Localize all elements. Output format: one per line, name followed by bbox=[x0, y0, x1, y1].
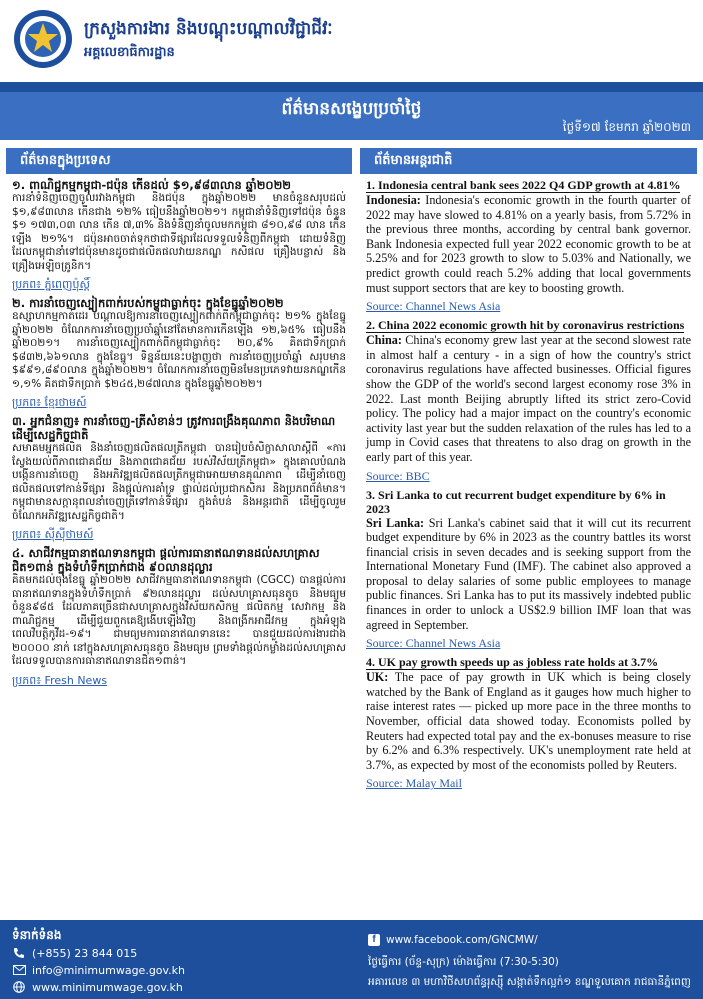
news-item bbox=[360, 318, 697, 483]
email-icon bbox=[12, 963, 26, 977]
phone-number[interactable]: (+855) 23 844 015 bbox=[32, 946, 138, 960]
news-country: China: bbox=[366, 333, 402, 348]
footer bbox=[0, 920, 703, 999]
news-text: Indonesia's economic growth in the fourth quarter of 2022 may have slowed to 4.81% on a yearly basis, from 5.72% in the previous three months, according by central bank governor. Bank Indonesia expected full year 2022 economic growth to be at 5.25% and for 2023 growth to slow to 5.03% and Nationally, we predict growth could reach 5.2% adding that local governments must support sectors that are key to boosting growth. bbox=[366, 193, 691, 295]
news-source-link[interactable]: ប្រភព៖ ភ្នំពេញប៉ុស្តិ៍ bbox=[12, 278, 90, 291]
news-source-link[interactable]: ប្រភព៖ ខ្មែរថាមស៍ bbox=[12, 396, 87, 409]
org-name: ក្រសួងការងារ និងបណ្តុះបណ្តាលវិជ្ជាជីវៈ bbox=[84, 19, 333, 39]
news-text: Sri Lanka's cabinet said that it will cut its recurrent budget expenditure by 6% in 2023 as the country battles its worst financial crisis in seven decades and is seeking support from the International Monetary Fund (IMF). The cabinet also approved a proposal to delay salaries of some public employees to manage public finances. Sri Lanka has to put its massively indebted public finances in order to unlock a US$2.9 billion IMF loan that was agreed in September. bbox=[366, 515, 691, 632]
contact-website bbox=[12, 980, 183, 994]
email-address[interactable]: info@minimumwage.gov.kh bbox=[32, 963, 186, 977]
contact-heading: ទំនាក់ទំនង bbox=[12, 928, 62, 942]
news-body bbox=[366, 333, 691, 464]
news-body bbox=[366, 670, 691, 772]
news-country: UK: bbox=[366, 670, 389, 685]
news-title: 2. China 2022 economic growth hit by coronavirus restrictions bbox=[366, 318, 685, 333]
news-body: គិតមកដល់ចុងខែធ្នូ ឆ្នាំ២០២២ សាជីវកម្មធានាឥណទានកម្ពុជា (CGCC) បានផ្តល់ការធានាឥណទានក្នុងទំហំទឹកប្រាក់ ៩២លានដុល្លារ ដល់សហគ្រាសធុនតូច និងមធ្យម ចំនួន៩៨៥ ដែលភាគច្រើនជាសហគ្រាសក្នុងវិស័យកសិកម្ម ផលិតកម្ម សេវាកម្ម និងពាណិជ្ជកម្ម ដើម្បីជួយពួកគេឱ្យងើបឡើងវិញ និងពង្រីកអាជីវកម្ម ក្នុងអំឡុងពេលវិបត្តិកូវីដ-១៩។ ជាមធ្យមការធានាឥណទាននេះ បានជួយដល់ការងារជាង ២០០០០ នាក់ នៅក្នុងសហគ្រាសធុនតូច និងមធ្យម ព្រមទាំងផ្ដល់កម្លាំងដល់សហគ្រាសដែលទទួលបានការធានាឥណទានជិត១ពាន់។ bbox=[12, 574, 346, 667]
ministry-logo-icon bbox=[12, 8, 74, 70]
news-country: Indonesia: bbox=[366, 193, 421, 207]
news-item bbox=[6, 546, 352, 688]
org-subtitle: អគ្គលេខាធិការដ្ឋាន bbox=[84, 45, 175, 60]
title-band bbox=[0, 92, 703, 140]
news-title: 3. Sri Lanka to cut recurrent budget expenditure by 6% in 2023 bbox=[366, 487, 666, 516]
working-hours-text: ថ្ងៃធ្វើការ (ច័ន្ទ-សុក្រ) ម៉ោងធ្វើការ (7:30-5:30) bbox=[368, 956, 559, 968]
news-item bbox=[360, 655, 697, 791]
news-item bbox=[360, 488, 697, 652]
header-divider bbox=[0, 82, 703, 92]
news-title: ៣. អ្នកជំនាញ៖ ការនាំចេញ-ត្រីសំខាន់ៗ ត្រូវការពង្រឹងគុណភាព និងបរិមាណដើម្បីសេដ្ឋកិច្ចជាតិ bbox=[12, 414, 336, 442]
news-title: 1. Indonesia central bank sees 2022 Q4 GDP growth at 4.81% bbox=[366, 178, 681, 192]
phone-icon bbox=[12, 946, 26, 960]
news-title: ១. ពាណិជ្ជកម្មកម្ពុជា-ជប៉ុន កើនដល់ $១,៩៨៣លាន ឆ្នាំ២០២២ bbox=[12, 178, 291, 192]
international-news-column bbox=[360, 148, 697, 918]
bulletin-date: ថ្ងៃទី១៧ ខែមករា ឆ្នាំ២០២៣ bbox=[562, 120, 691, 134]
news-body bbox=[366, 193, 691, 295]
domestic-news-heading: ព័ត៌មានក្នុងប្រទេស bbox=[6, 148, 352, 174]
contact-email bbox=[12, 963, 185, 977]
news-source-link[interactable]: ប្រភព៖ Fresh News bbox=[12, 673, 108, 687]
news-title: ៤. សាជីវកម្មធានាឥណទានកម្ពុជា ផ្តល់ការធានាឥណទានដល់សហគ្រាសជិត១ពាន់ ក្នុងទំហំទឹកប្រាក់ជាង ៩០លានដុល្លារ bbox=[12, 546, 320, 574]
domestic-news-column bbox=[6, 148, 352, 918]
news-body: ឧស្សាហកម្មកាត់ដេរ បណ្ដាលឱ្យការនាំចេញស្បៀកពាក់ពីកម្ពុជាធ្លាក់ចុះ ២១% ក្នុងខែធ្នូឆ្នាំ២០២២ ចំណែកការនាំចេញប្រចាំឆ្នាំនៅតែមានការកើនឡើង ១២,៦៥% ធៀបនឹងឆ្នាំ២០២១។ ការនាំចេញស្បៀកពាក់ពីកម្ពុជាធ្លាក់ចុះ ២០,៩% គិតជាទឹកប្រាក់ $៨៣២,៦៦១លាន ក្នុងខែធ្នូ។ ទិន្នន័យនេះបង្ហាញថា ការនាំចេញប្រចាំឆ្នាំ សរុបមាន $៩៩១,៨៩០លាន ក្នុងឆ្នាំ២០២២។ ចំណែកការនាំចេញមិនមែនប្រភេទវាយនភណ្ឌកើន ១,១% គិតជាទឹកប្រាក់ $២៤៥,២៨៧លាន ក្នុងខែធ្នូឆ្នាំ២០២២។ bbox=[12, 310, 346, 390]
facebook-link[interactable]: www.facebook.com/GNCMW/ bbox=[386, 934, 538, 946]
news-source-link[interactable]: Source: Malay Mail bbox=[366, 776, 462, 791]
website-link[interactable]: www.minimumwage.gov.kh bbox=[32, 980, 183, 994]
news-body bbox=[366, 516, 691, 633]
news-item bbox=[6, 414, 352, 542]
news-text: China's economy grew last year at the second slowest rate in almost half a century - in a sign of how the country's strict coronavirus regulations have affected businesses. Official figures show the GDP of the world's second largest economy rose 3% in 2022. Last month Beijing abruptly lifted its strict zero-Covid policy. The policy had a major impact on the country's economic activity last year but the sudden relaxation of the rules has led to a jump in Covid cases that threatens to also drag on growth in the early part of this year. bbox=[366, 333, 691, 464]
news-source-link[interactable]: Source: BBC bbox=[366, 468, 430, 483]
news-text: The pace of pay growth in UK which is being closely watched by the Bank of England as it gauges how much higher to raise interest rates — picked up more pace in the three months to November, official data showed today. Economists polled by Reuters had expected total pay and the ex-bonuses measure to rise by 6.2% and 6.3% respectively. UK's unemployment rate held at 3.7%, as expected by most of the economists polled by Reuters. bbox=[366, 670, 691, 772]
contact-phone bbox=[12, 946, 137, 960]
news-country: Sri Lanka: bbox=[366, 515, 425, 530]
working-hours bbox=[368, 956, 559, 971]
news-item bbox=[360, 178, 697, 314]
news-body: ការនាំទំនិញចេញចូលរវាងកម្ពុជា និងជប៉ុន ក្នុងឆ្នាំ២០២២ មានចំនួនសរុបដល់ $១,៩៨៣លាន កើនជាង ១២% ធៀបនឹងឆ្នាំ២០២១។ កម្ពុជានាំទំនិញទៅជប៉ុន ចំនួន $១ ១៧៣,០៣ លាន កើន ៧,៣% និងទំនិញនាំចូលមកកម្ពុជា ៨១០,៩៨ លាន កើនឡើង ២១%។ ជប៉ុនអាចចាត់ទុកថាជាទីផ្សារដែលទទួលទំនិញពីកម្ពុជា ដោយទំនិញដែលកម្ពុជានាំទៅជប៉ុនមានដូចជាផលិតផលវាយនភណ្ឌ កសិផល គ្រឿងបន្លាស់ និងគ្រឿងអេឡិចត្រូនិក។ bbox=[12, 192, 346, 272]
bulletin-title: ព័ត៌មានសង្ខេបប្រចាំថ្ងៃ bbox=[281, 99, 422, 119]
news-item bbox=[6, 296, 352, 410]
header bbox=[0, 0, 703, 78]
news-source-link[interactable]: Source: Channel News Asia bbox=[366, 636, 501, 651]
news-source-link[interactable]: ប្រភព៖ ស៊ីស៊ីថាមស៍ bbox=[12, 528, 94, 541]
news-item bbox=[6, 178, 352, 292]
news-source-link[interactable]: Source: Channel News Asia bbox=[366, 299, 501, 314]
facebook-row bbox=[368, 934, 538, 946]
globe-icon bbox=[12, 980, 26, 994]
news-title: 4. UK pay growth speeds up as jobless rate holds at 3.7% bbox=[366, 655, 659, 670]
facebook-icon: f bbox=[368, 934, 380, 946]
address-row bbox=[368, 976, 691, 991]
address-text: អគារលេខ ៣ មហាវិថីសហព័ន្ធរុស្ស៊ី សង្កាត់ទឹកល្អក់១ ខណ្ឌទួលគោក រាជធានីភ្នំពេញ bbox=[368, 976, 691, 988]
news-body: សមាគមអ្នកផលិត និងនាំចេញផលិតផលត្រីកម្ពុជា បានរៀបចំសិក្ខាសាលាស្ដីពី «ការស្វែងយល់ពីភាពជោគជ័យ និងភាពជោគជ័យ របស់វិស័យត្រីកម្ពុជា» ក្នុងគោលបំណងបង្កើនការនាំចេញ និងអភិវឌ្ឍផលិតផលត្រីកម្ពុជាអោយមានគុណភាព ដើម្បីនាំចេញផលិតផលទៅកាន់ទីផ្សារ និងផ្ដល់ការគាំទ្រ ផ្ទាល់ដល់ប្រជាកសិករ និងប្រភពព័ត៌មាន។ កម្ពុជាមានសក្តានុពលនាំចេញត្រីទៅកាន់ទីផ្សារ ក្នុងតំបន់ និងអន្តរជាតិ ដើម្បីចូលរួមចំណែកអភិវឌ្ឍសេដ្ឋកិច្ចជាតិ។ bbox=[12, 442, 346, 522]
international-news-heading: ព័ត៌មានអន្តរជាតិ bbox=[360, 148, 697, 174]
news-title: ២. ការនាំចេញស្បៀកពាក់របស់កម្ពុជាធ្លាក់ចុះ ក្នុងខែធ្នូឆ្នាំ២០២២ bbox=[12, 296, 284, 310]
